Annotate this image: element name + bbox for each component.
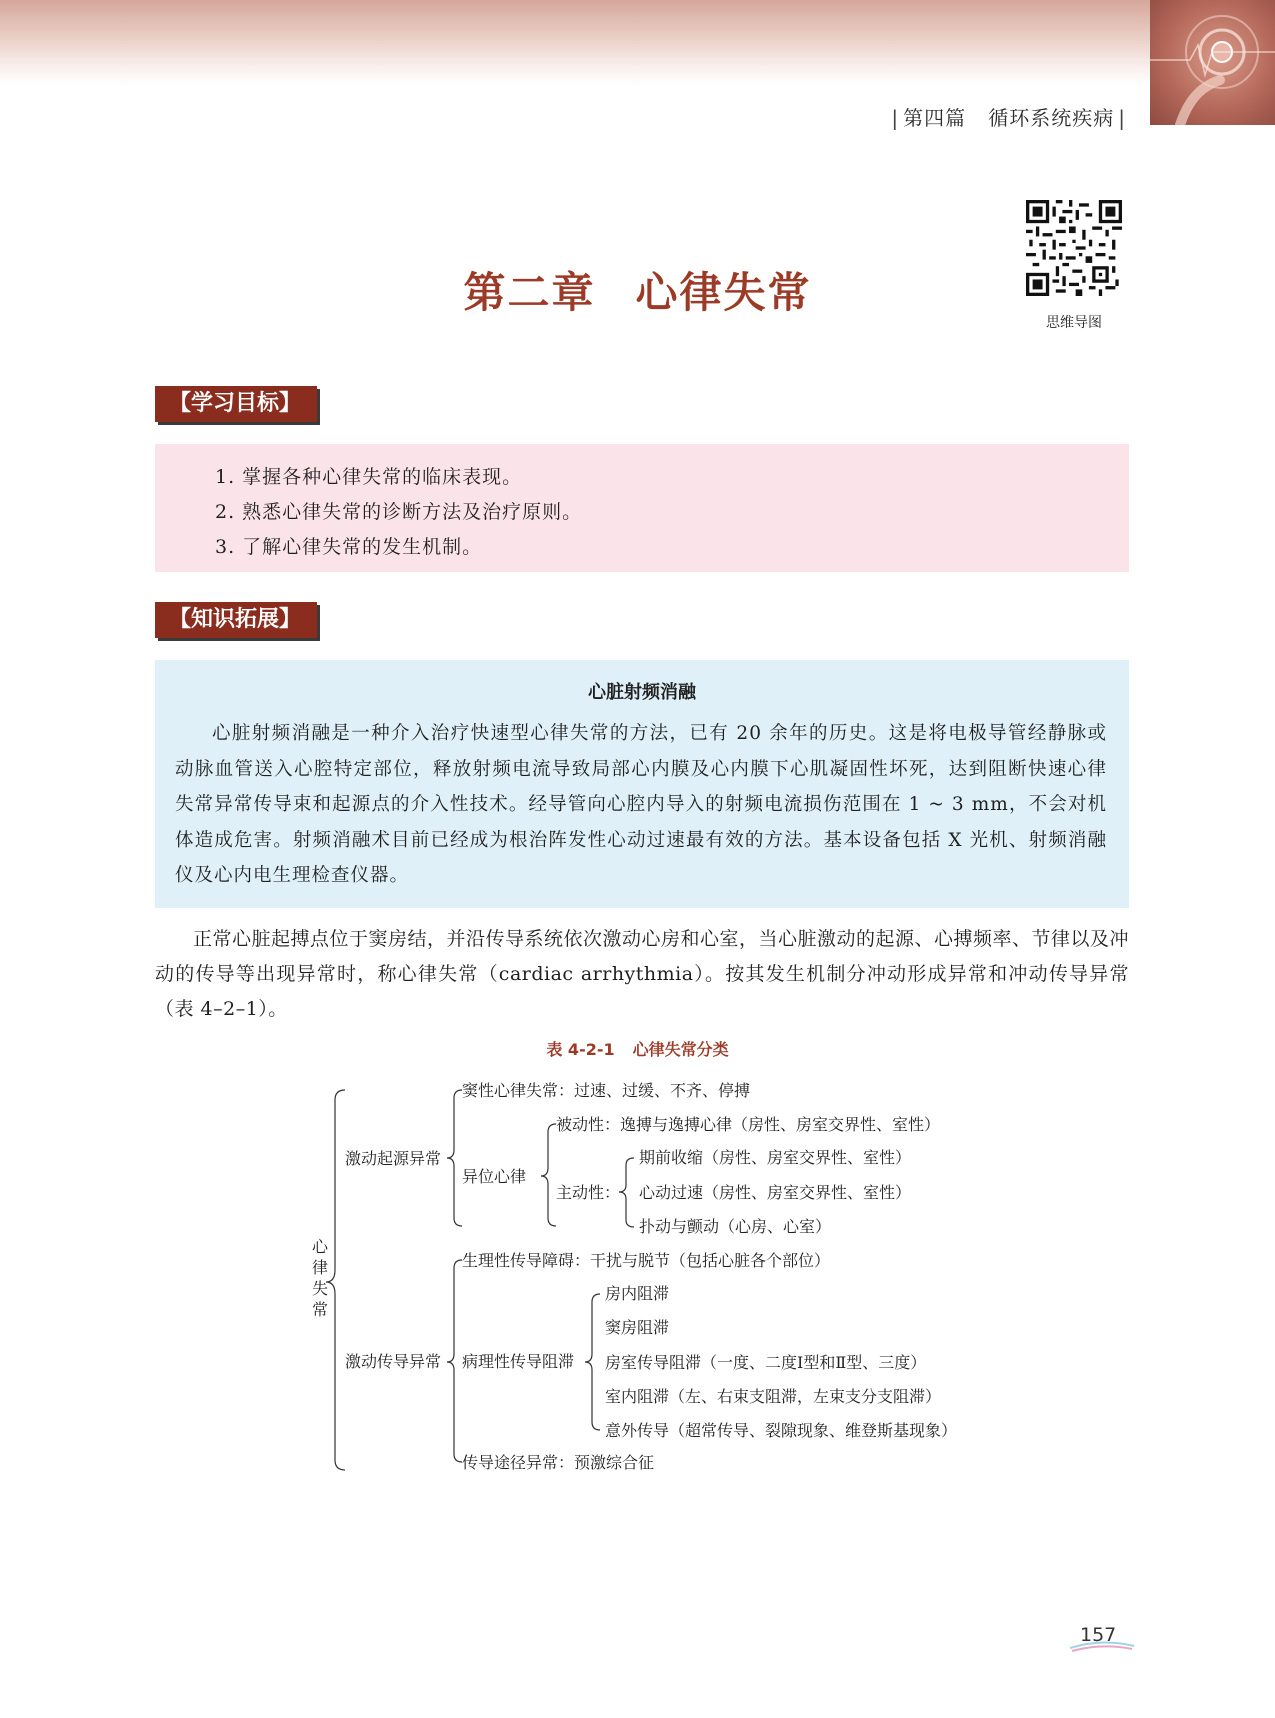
part-header: | 第四篇 循环系统疾病 | xyxy=(891,106,1126,130)
table-title: 心律失常分类 xyxy=(632,1040,729,1059)
active-brace xyxy=(619,1158,634,1227)
table-number: 表 4-2-1 xyxy=(546,1040,615,1059)
page-number: 157 xyxy=(1080,1624,1117,1646)
pathological-item: 房室传导阻滞（一度、二度Ⅰ型和Ⅱ型、三度） xyxy=(605,1353,927,1372)
root-char: 心 xyxy=(312,1237,329,1256)
chapter-number: 第二章 xyxy=(463,268,596,317)
part-title: 循环系统疾病 xyxy=(988,106,1115,130)
active-label: 主动性： xyxy=(556,1183,621,1202)
chapter-name: 心律失常 xyxy=(635,268,812,317)
objectives-tag: 【学习目标】 xyxy=(155,386,317,422)
pathological-brace xyxy=(585,1294,600,1430)
main-paragraph: 正常心脏起搏点位于窦房结，并沿传导系统依次激动心房和心室，当心脏激动的起源、心搏频率、节律以及冲动的传导等出现异常时，称心律失常（cardiac arrhythmia）。按其发生机制分冲动形成异常和冲动传导异常（表 4–2–1）。 xyxy=(155,928,1130,1020)
pathological-label: 病理性传导阻滞 xyxy=(462,1352,575,1371)
pathological-item: 房内阻滞 xyxy=(605,1284,670,1303)
passive-item: 被动性：逸搏与逸搏心律（房性、房室交界性、室性） xyxy=(556,1115,941,1134)
active-item: 心动过速（房性、房室交界性、室性） xyxy=(639,1183,912,1202)
ectopic-brace xyxy=(541,1124,556,1226)
formation-brace xyxy=(447,1090,462,1226)
knowledge-title: 心脏射频消融 xyxy=(588,682,696,703)
objective-item: 3. 了解心律失常的发生机制。 xyxy=(215,536,483,558)
root-char: 律 xyxy=(312,1258,329,1277)
sinus-arrhythmia: 窦性心律失常：过速、过缓、不齐、停搏 xyxy=(462,1081,751,1100)
conduction-brace xyxy=(447,1260,462,1462)
root-char: 常 xyxy=(312,1300,329,1319)
root-char: 失 xyxy=(312,1279,329,1298)
active-item: 扑动与颤动（心房、心室） xyxy=(639,1217,832,1236)
conduction-label: 激动传导异常 xyxy=(345,1352,442,1371)
formation-label: 激动起源异常 xyxy=(345,1149,442,1168)
objective-item: 1. 掌握各种心律失常的临床表现。 xyxy=(215,466,523,488)
qr-caption: 思维导图 xyxy=(1046,315,1102,331)
pathological-item: 窦房阻滞 xyxy=(605,1318,670,1337)
page-swoosh-icon xyxy=(1068,1636,1136,1656)
pathological-item: 意外传导（超常传导、裂隙现象、维登斯基现象） xyxy=(605,1421,958,1440)
active-item: 期前收缩（房性、房室交界性、室性） xyxy=(639,1148,912,1167)
knowledge-body: 心脏射频消融是一种介入治疗快速型心律失常的方法，已有 20 余年的历史。这是将电极导管经静脉或动脉血管送入心腔特定部位，释放射频电流导致局部心内膜及心内膜下心肌凝固性坏死，达到阻断快速心律失常异常传导束和起源点的介入性技术。经导管向心腔内导入的射频电流损伤范围在 1 ~ 3 mm，不会对机体造成危害。射频消融术目前已经成为根治阵发性心动过速最有效的方法。基本设备包括 X 光机、射频消融仪及心内电生理检查仪器。 xyxy=(175,723,1107,886)
physiological-item: 生理性传导障碍：干扰与脱节（包括心脏各个部位） xyxy=(462,1251,831,1270)
pathological-item: 室内阻滞（左、右束支阻滞，左束支分支阻滞） xyxy=(605,1387,942,1406)
part-label: 第四篇 xyxy=(903,106,967,130)
ectopic-label: 异位心律 xyxy=(462,1167,527,1186)
pathway-item: 传导途径异常：预激综合征 xyxy=(462,1453,655,1472)
root-brace xyxy=(326,1090,345,1470)
knowledge-tag: 【知识拓展】 xyxy=(155,602,317,638)
objective-item: 2. 熟悉心律失常的诊断方法及治疗原则。 xyxy=(215,501,583,523)
